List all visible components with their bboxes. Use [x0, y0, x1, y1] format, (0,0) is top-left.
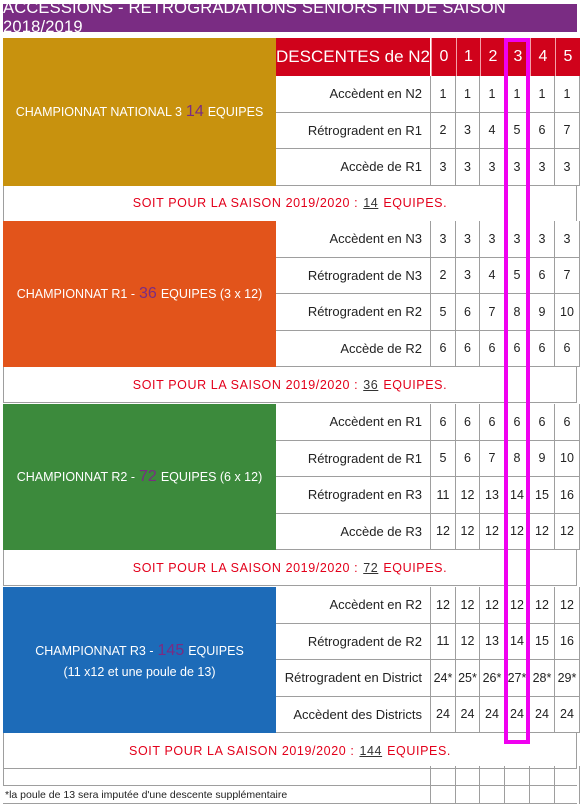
table-cell: 11 — [431, 477, 456, 514]
table-cell: 5 — [505, 258, 530, 295]
season-summary-prefix: SOIT POUR LA SAISON 2019/2020 : — [129, 743, 355, 758]
footer-gridline — [579, 766, 580, 804]
championship-prefix: CHAMPIONNAT R2 - — [16, 470, 136, 485]
championship-prefix: CHAMPIONNAT R3 - — [35, 644, 154, 659]
table-cell: 6 — [555, 404, 580, 441]
header-col-3: 3 — [505, 38, 530, 76]
table-cell: 24 — [555, 697, 580, 734]
team-count: 145 — [157, 642, 185, 660]
row-label: Rétrogradent en R1 — [276, 113, 431, 150]
table-cell: 2 — [431, 258, 456, 295]
championship-suffix: EQUIPES (3 x 12) — [160, 287, 263, 302]
table-cell: 3 — [456, 258, 480, 295]
table-cell: 1 — [480, 76, 505, 113]
table-cell: 14 — [505, 477, 530, 514]
table-cell: 12 — [530, 587, 555, 624]
footer-gridline — [529, 766, 530, 804]
table-cell: 12 — [530, 514, 555, 551]
table-cell: 12 — [480, 514, 505, 551]
row-label: Accèdent en R1 — [276, 404, 431, 441]
table-cell: 6 — [456, 331, 480, 368]
table-cell: 1 — [555, 76, 580, 113]
header-col-4: 4 — [530, 38, 555, 76]
table-cell: 9 — [530, 441, 555, 478]
team-count: 72 — [139, 468, 157, 486]
table-cell: 6 — [456, 294, 480, 331]
row-label: Accède de R3 — [276, 514, 431, 551]
footer-gridline — [554, 766, 555, 804]
table-cell: 7 — [555, 258, 580, 295]
table-cell: 3 — [456, 113, 480, 150]
team-count: 14 — [185, 103, 204, 121]
season-summary — [3, 550, 577, 586]
table-cell: 15 — [530, 477, 555, 514]
footnote: *la poule de 13 sera imputée d'une descente supplémentaire — [3, 786, 577, 804]
table-cell: 4 — [480, 113, 505, 150]
season-summary-suffix: EQUIPES. — [383, 377, 448, 392]
table-cell: 6 — [530, 113, 555, 150]
table-cell: 9 — [530, 294, 555, 331]
table-cell: 16 — [555, 477, 580, 514]
row-label: Accèdent en N3 — [276, 221, 431, 258]
season-summary-suffix: EQUIPES. — [383, 196, 448, 210]
footer-gridline — [479, 766, 480, 804]
championship-suffix: EQUIPES (6 x 12) — [160, 470, 263, 485]
table-cell: 13 — [480, 477, 505, 514]
table-cell: 12 — [431, 587, 456, 624]
table-cell: 25* — [456, 660, 480, 697]
table-cell: 1 — [431, 76, 456, 113]
row-label: Rétrogradent en District — [276, 660, 431, 697]
table-cell: 5 — [505, 113, 530, 150]
table-cell: 12 — [456, 587, 480, 624]
championship-name — [35, 639, 244, 662]
table-cell: 12 — [431, 514, 456, 551]
table-cell: 6 — [480, 331, 505, 368]
table-cell: 3 — [530, 149, 555, 186]
table-cell: 24* — [431, 660, 456, 697]
table-cell: 10 — [555, 441, 580, 478]
table-cell: 3 — [431, 221, 456, 258]
header-col-0: 0 — [431, 38, 456, 76]
table-cell: 6 — [456, 441, 480, 478]
table-cell: 1 — [530, 76, 555, 113]
row-label: Rétrogradent de R1 — [276, 441, 431, 478]
table-cell: 12 — [555, 514, 580, 551]
table-cell: 4 — [480, 258, 505, 295]
table-cell: 3 — [480, 149, 505, 186]
page-title: ACCESSIONS - RETROGRADATIONS SENIORS FIN DE SAISON 2018/2019 — [3, 4, 577, 32]
table-cell: 3 — [456, 221, 480, 258]
season-team-count: 144 — [359, 743, 383, 758]
season-summary-prefix: SOIT POUR LA SAISON 2019/2020 : — [132, 560, 359, 575]
table-cell: 12 — [456, 624, 480, 661]
table-cell: 3 — [456, 149, 480, 186]
table-cell: 1 — [456, 76, 480, 113]
table-cell: 6 — [456, 404, 480, 441]
table-cell: 7 — [480, 441, 505, 478]
table-cell: 3 — [530, 221, 555, 258]
table-cell: 12 — [480, 587, 505, 624]
footer-gridline — [430, 766, 431, 804]
row-label: Accède de R2 — [276, 331, 431, 368]
row-label: Rétrogradent de R2 — [276, 624, 431, 661]
table-cell: 15 — [530, 624, 555, 661]
row-label: Accèdent en N2 — [276, 76, 431, 113]
header-col-2: 2 — [480, 38, 505, 76]
season-team-count: 72 — [363, 560, 379, 575]
season-summary-suffix: EQUIPES. — [383, 560, 448, 575]
table-cell: 6 — [480, 404, 505, 441]
championship-block — [3, 38, 276, 186]
championship-prefix: CHAMPIONNAT NATIONAL 3 — [15, 105, 182, 120]
table-cell: 24 — [505, 697, 530, 734]
table-cell: 6 — [431, 331, 456, 368]
table-cell: 12 — [456, 514, 480, 551]
table-cell: 3 — [505, 149, 530, 186]
table-cell: 6 — [431, 404, 456, 441]
table-cell: 10 — [555, 294, 580, 331]
season-summary — [3, 367, 577, 403]
table-cell: 14 — [505, 624, 530, 661]
blank-row — [3, 766, 577, 786]
table-cell: 3 — [505, 221, 530, 258]
season-team-count: 14 — [363, 196, 379, 210]
table-cell: 13 — [480, 624, 505, 661]
row-label: Rétrogradent en R3 — [276, 477, 431, 514]
table-cell: 6 — [555, 331, 580, 368]
footer-gridline — [455, 766, 456, 804]
table-cell: 29* — [555, 660, 580, 697]
table-cell: 12 — [505, 514, 530, 551]
season-summary-prefix: SOIT POUR LA SAISON 2019/2020 : — [132, 377, 359, 392]
table-cell: 12 — [505, 587, 530, 624]
championship-block — [3, 221, 276, 367]
table-cell: 12 — [555, 587, 580, 624]
season-summary-suffix: EQUIPES. — [387, 743, 451, 758]
championship-block — [3, 404, 276, 550]
table-cell: 27* — [505, 660, 530, 697]
team-count: 36 — [139, 285, 157, 303]
season-team-count: 36 — [363, 377, 379, 392]
table-cell: 11 — [431, 624, 456, 661]
championship-name — [17, 282, 263, 305]
table-cell: 24 — [530, 697, 555, 734]
table-cell: 24 — [456, 697, 480, 734]
table-cell: 7 — [555, 113, 580, 150]
championship-name — [17, 465, 263, 488]
championship-block — [3, 587, 276, 733]
table-cell: 6 — [505, 331, 530, 368]
table-cell: 6 — [505, 404, 530, 441]
table-cell: 12 — [456, 477, 480, 514]
championship-subtitle: (11 x12 et une poule de 13) — [63, 664, 216, 679]
season-summary — [3, 186, 577, 222]
row-label: Rétrogradent en R2 — [276, 294, 431, 331]
row-label: Accèdent en R2 — [276, 587, 431, 624]
table-cell: 3 — [555, 149, 580, 186]
table-cell: 3 — [480, 221, 505, 258]
table-cell: 26* — [480, 660, 505, 697]
season-summary — [3, 733, 577, 769]
table-cell: 3 — [555, 221, 580, 258]
table-cell: 24 — [480, 697, 505, 734]
table-cell: 6 — [530, 404, 555, 441]
championship-suffix: EQUIPES — [188, 644, 244, 659]
championship-prefix: CHAMPIONNAT R1 - — [16, 287, 136, 302]
row-label: Accèdent des Districts — [276, 697, 431, 734]
season-summary-prefix: SOIT POUR LA SAISON 2019/2020 : — [132, 196, 359, 210]
footer-gridline — [504, 766, 505, 804]
header-col-5: 5 — [555, 38, 580, 76]
table-cell: 3 — [431, 149, 456, 186]
championship-name — [16, 100, 264, 123]
row-label: Accède de R1 — [276, 149, 431, 186]
table-cell: 1 — [505, 76, 530, 113]
row-label: Rétrogradent de N3 — [276, 258, 431, 295]
table-cell: 28* — [530, 660, 555, 697]
header-descentes-label: DESCENTES de N2 — [276, 38, 431, 76]
table-cell: 6 — [530, 331, 555, 368]
table-cell: 16 — [555, 624, 580, 661]
table-cell: 2 — [431, 113, 456, 150]
table-cell: 6 — [530, 258, 555, 295]
championship-suffix: EQUIPES — [207, 105, 264, 120]
header-col-1: 1 — [456, 38, 480, 76]
table-cell: 7 — [480, 294, 505, 331]
table-cell: 8 — [505, 441, 530, 478]
table-cell: 5 — [431, 441, 456, 478]
table-cell: 8 — [505, 294, 530, 331]
table-cell: 5 — [431, 294, 456, 331]
table-cell: 24 — [431, 697, 456, 734]
